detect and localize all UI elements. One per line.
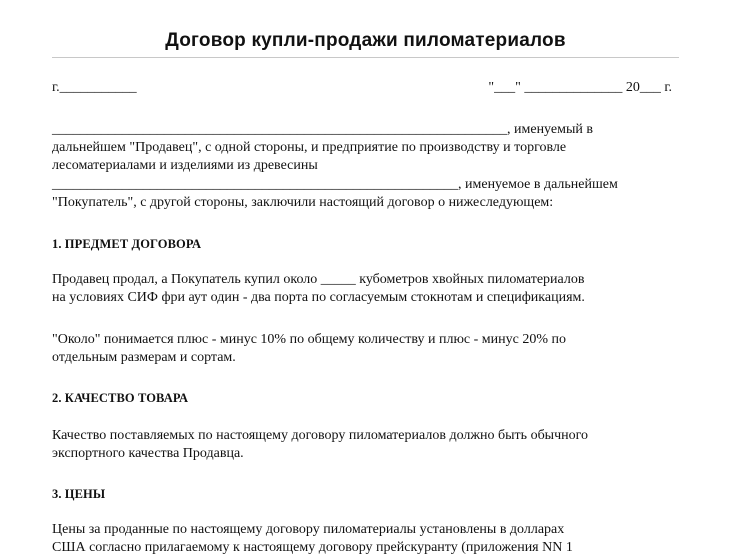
section-3-para-1-line-2: США согласно прилагаемому к настоящему договору прейскуранту (приложения NN 1 <box>52 540 573 555</box>
intro-line-3: лесоматериалами и изделиями из древесины <box>52 158 318 173</box>
intro-line-4: __________________________________________________________, именуемое в дальнейшем <box>52 177 618 192</box>
intro-line-2: дальнейшем "Продавец", с одной стороны, и предприятие по производству и торговле <box>52 140 567 155</box>
title-divider <box>52 57 679 58</box>
section-2-heading: 2. КАЧЕСТВО ТОВАРА <box>52 391 189 405</box>
intro-line-5: "Покупатель", с другой стороны, заключили настоящий договор о нижеследующем: <box>52 195 554 210</box>
section-1-heading: 1. ПРЕДМЕТ ДОГОВОРА <box>52 237 202 251</box>
section-3-heading: 3. ЦЕНЫ <box>52 487 106 501</box>
document-title: Договор купли-продажи пиломатериалов <box>165 30 566 51</box>
section-2-para-1-line-1: Качество поставляемых по настоящему договору пиломатериалов должно быть обычного <box>52 428 589 443</box>
date-line: "___" ______________ 20___ г. <box>488 80 672 95</box>
section-1-para-1-line-2: на условиях СИФ фри аут один - два порта по согласуемым стокнотам и спецификациям. <box>52 290 585 305</box>
section-1-para-1-line-1: Продавец продал, а Покупатель купил около _____ кубометров хвойных пиломатериалов <box>52 272 585 287</box>
section-1-para-2-line-1: "Около" понимается плюс - минус 10% по общему количеству и плюс - минус 20% по <box>52 332 567 347</box>
section-3-para-1-line-1: Цены за проданные по настоящему договору пиломатериалы установлены в долларах <box>52 522 565 537</box>
section-2-para-1-line-2: экспортного качества Продавца. <box>52 446 244 461</box>
place-line: г.___________ <box>52 80 137 95</box>
section-1-para-2-line-2: отдельным размерам и сортам. <box>52 350 236 365</box>
intro-line-1: _________________________________________________________________, именуемый в <box>52 122 593 137</box>
